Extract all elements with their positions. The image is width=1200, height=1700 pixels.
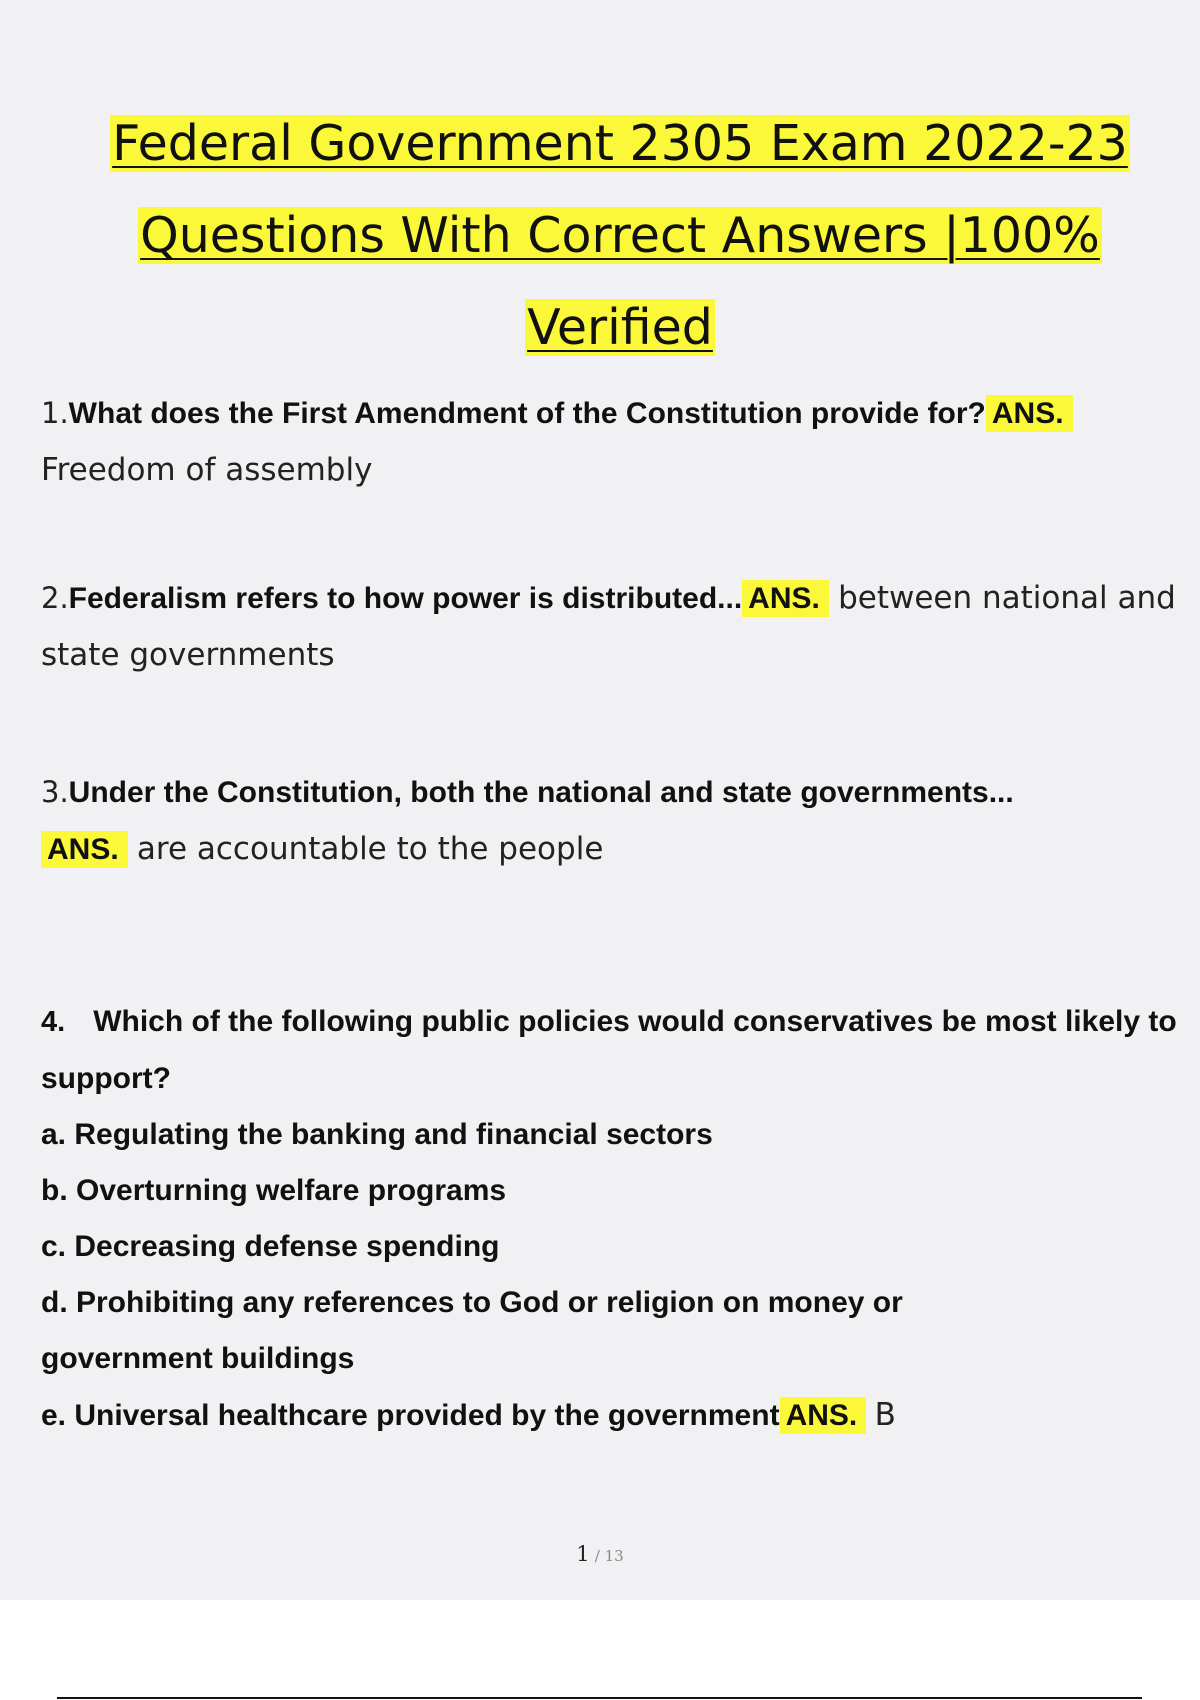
answer-text: between national and state governments xyxy=(41,580,1176,673)
question-stem: Under the Constitution, both the national and state governments... xyxy=(68,776,1014,809)
ans-label: ANS. xyxy=(742,580,829,617)
answer-text: B xyxy=(874,1397,896,1433)
answer-text: are accountable to the people xyxy=(136,831,604,867)
ans-label: ANS. xyxy=(986,395,1073,432)
title-line-2: Questions With Correct Answers |100% xyxy=(140,207,1100,264)
question-number: 4. xyxy=(41,1006,66,1038)
option-e-line xyxy=(41,1387,1181,1444)
question-number: 1. xyxy=(41,396,69,430)
option-d: d. Prohibiting any references to God or religion on money or government buildings xyxy=(41,1286,903,1375)
question-stem: Federalism refers to how power is distributed... xyxy=(68,582,743,615)
question-3 xyxy=(41,764,1181,878)
ans-label: ANS. xyxy=(41,831,128,868)
title-line-1: Federal Government 2305 Exam 2022-23 xyxy=(112,115,1128,172)
option-e: e. Universal healthcare provided by the government xyxy=(41,1399,780,1432)
page-total: / 13 xyxy=(594,1547,624,1565)
question-number: 2. xyxy=(41,581,69,615)
option-a: a. Regulating the banking and financial sectors xyxy=(41,1118,713,1151)
question-2 xyxy=(41,570,1181,683)
question-1 xyxy=(41,385,1181,498)
page-divider xyxy=(57,1697,1142,1699)
question-stem: Which of the following public policies would conservatives be most likely to support? xyxy=(41,1005,1177,1095)
option-b: b. Overturning welfare programs xyxy=(41,1174,507,1207)
ans-label: ANS. xyxy=(780,1397,867,1434)
option-c: c. Decreasing defense spending xyxy=(41,1230,500,1263)
question-stem: What does the First Amendment of the Constitution provide for? xyxy=(68,397,986,430)
page-number xyxy=(0,1542,1200,1566)
question-number: 3. xyxy=(41,775,69,809)
page-current: 1 xyxy=(576,1542,590,1566)
document-title xyxy=(30,98,1200,374)
answer-text: Freedom of assembly xyxy=(41,452,373,488)
question-4 xyxy=(41,993,1181,1444)
title-line-3: Verified xyxy=(527,299,713,356)
